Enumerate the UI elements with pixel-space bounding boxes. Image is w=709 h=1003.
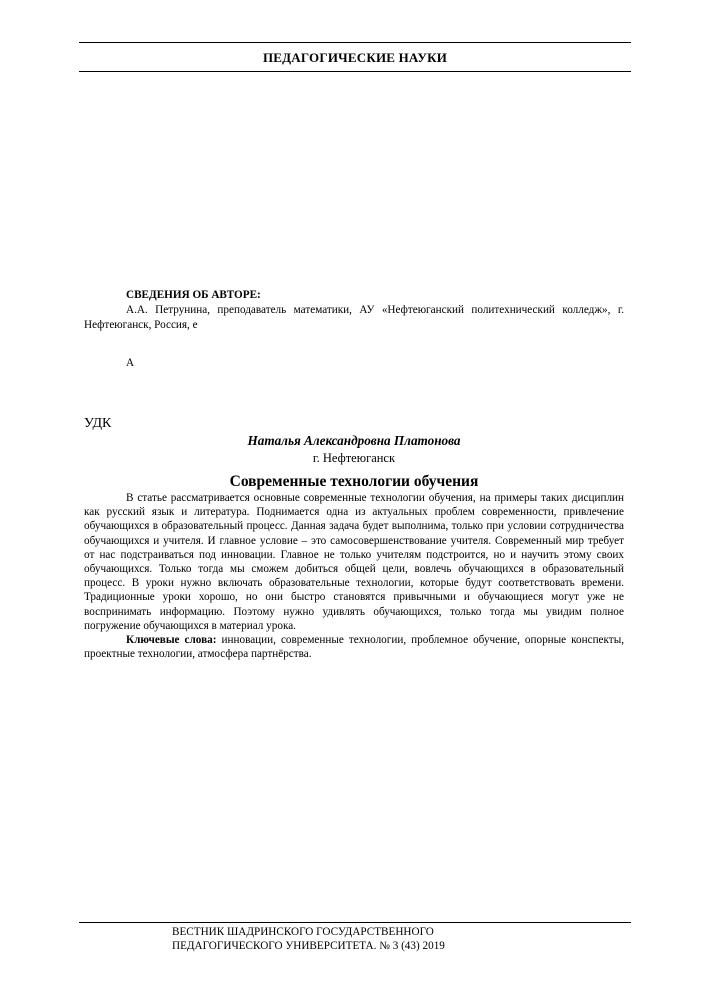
keywords-paragraph [84, 633, 624, 661]
footer-rule [79, 922, 631, 923]
author-info-text: А.А. Петрунина, преподаватель математики, АУ «Нефтеюганский политехнический колледж», г. Нефтеюганск, Россия, е [84, 304, 624, 331]
header-bottom-rule [79, 71, 631, 72]
abstract-text: В статье рассматривается основные современные технологии обучения, на примеры таких дисциплин как русский язык и литература. Поднимается одна из актуальных проблем современности, привлечение обучающихся в образовательный процесс. Данная задача будет выполнима, только при условии сотрудничества обучающихся и учителя. И главное условие – это самосовершенствование учителя. Современный мир требует от нас подстраиваться под инновации. Главное не только учителям подстроится, но и научить этому своих обучающихся. Только тогда мы сможем добиться общей цели, вовлечь обучающихся в образовательный процесс. В уроки нужно включать образовательные технологии, которые будут соответствовать времени. Традиционные уроки хорошо, но они быстро становятся привычными и обучающиеся могут уже не воспринимать информацию. Поэтому нужно удивлять обучающихся, только тогда мы увидим полное погружение обучающихся в материал урока. [84, 492, 624, 632]
article-author-name: Наталья Александровна Платонова [247, 433, 461, 448]
journal-footer [172, 925, 482, 953]
author-info-block [84, 288, 624, 333]
footer-line-2: ПЕДАГОГИЧЕСКОГО УНИВЕРСИТЕТА. № 3 (43) 2019 [172, 940, 445, 952]
keywords-text: инновации, современные технологии, проблемное обучение, опорные конспекты, проектные технологии, атмосфера партнёрства. [84, 634, 625, 661]
abstract-block [84, 491, 624, 661]
section-title: ПЕДАГОГИЧЕСКИЕ НАУКИ [262, 50, 448, 65]
stray-letter: А [126, 357, 135, 369]
article-title: Современные технологии обучения [229, 473, 479, 490]
author-info-heading: СВЕДЕНИЯ ОБ АВТОРЕ: [126, 289, 261, 301]
article-author-city: г. Нефтеюганск [312, 451, 396, 465]
footer-line-1: ВЕСТНИК ШАДРИНСКОГО ГОСУДАРСТВЕННОГО [172, 926, 434, 938]
udk-label: УДК [84, 416, 112, 431]
keywords-label: Ключевые слова: [126, 634, 217, 647]
header-top-rule [79, 42, 631, 43]
